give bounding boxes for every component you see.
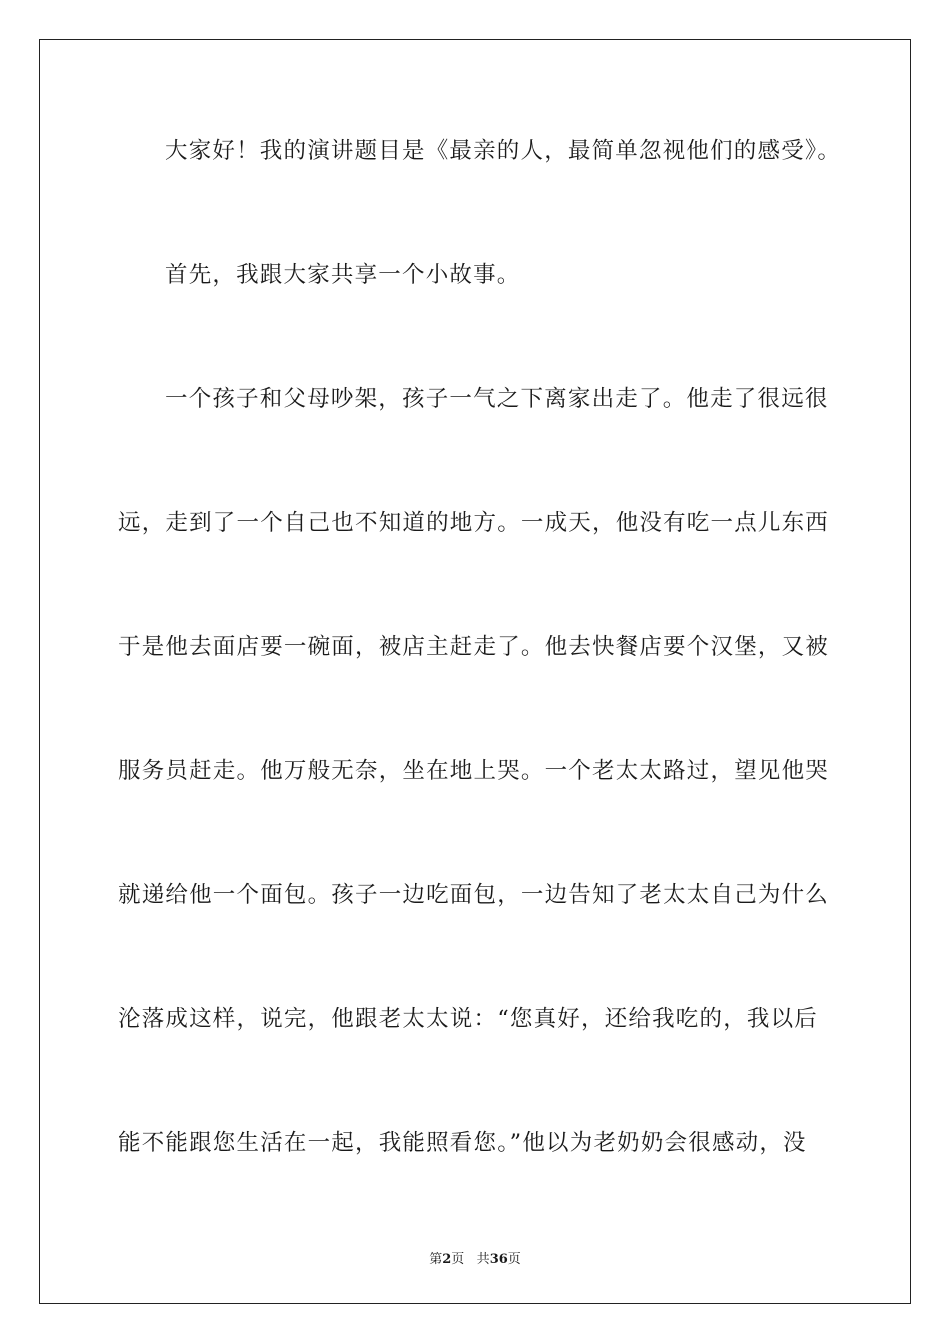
- paragraph-line-5: 于是他去面店要一碗面，被店主赶走了。他去快餐店要个汉堡，又被: [118, 634, 830, 660]
- paragraph-line-3: 一个孩子和父母吵架，孩子一气之下离家出走了。他走了很远很: [165, 386, 829, 412]
- paragraph-line-4: 远，走到了一个自己也不知道的地方。一成天，他没有吃一点儿东西: [118, 510, 830, 536]
- page-footer: [0, 1248, 950, 1267]
- paragraph-line-8: 沦落成这样，说完，他跟老太太说：“您真好，还给我吃的，我以后: [118, 1006, 819, 1032]
- paragraph-line-6: 服务员赶走。他万般无奈，坐在地上哭。一个老太太路过，望见他哭: [118, 758, 830, 784]
- total-page-number: 36: [489, 1252, 508, 1267]
- page-border: [39, 39, 911, 1304]
- footer-page-suffix: 页: [451, 1252, 465, 1267]
- footer-total-suffix: 页: [507, 1252, 521, 1267]
- footer-prefix: 第: [429, 1252, 443, 1267]
- current-page-number: 2: [442, 1252, 452, 1267]
- paragraph-line-9: 能不能跟您生活在一起，我能照看您。”他以为老奶奶会很感动，没: [118, 1130, 807, 1156]
- footer-total-prefix: 共: [476, 1252, 490, 1267]
- paragraph-line-7: 就递给他一个面包。孩子一边吃面包，一边告知了老太太自己为什么: [118, 882, 830, 908]
- paragraph-line-1: 大家好！我的演讲题目是《最亲的人，最简单忽视他们的感受》。: [165, 138, 842, 164]
- paragraph-line-2: 首先，我跟大家共享一个小故事。: [165, 262, 521, 288]
